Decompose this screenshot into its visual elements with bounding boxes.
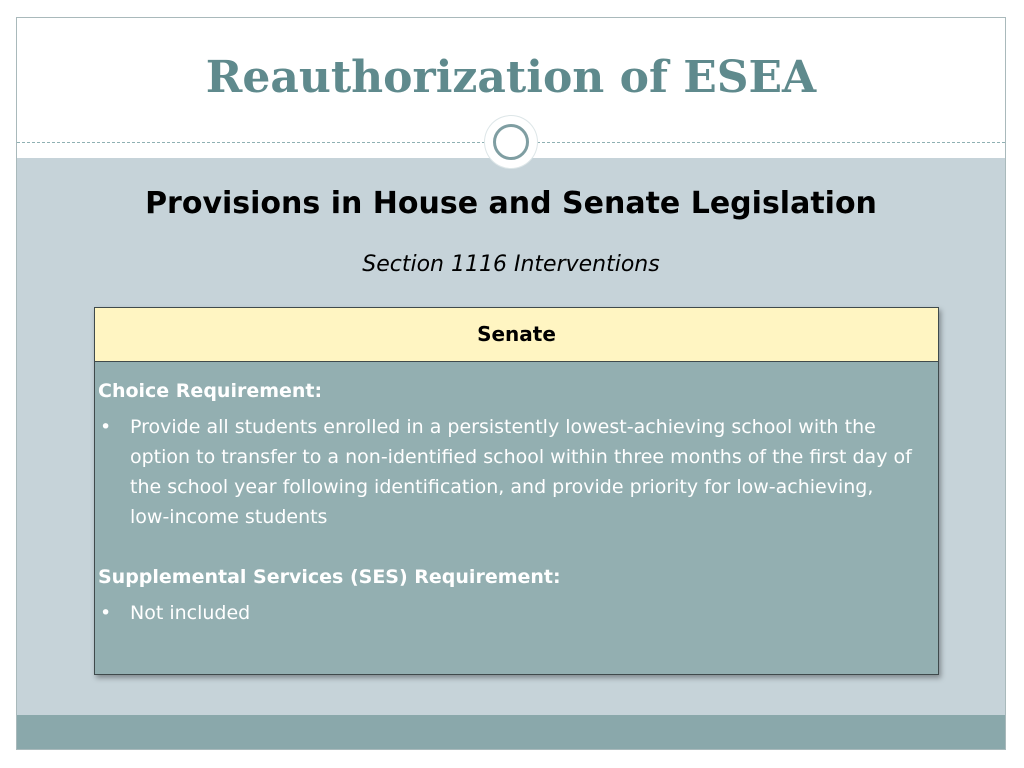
section-label: Section 1116 Interventions (362, 252, 660, 277)
footer-band (17, 715, 1005, 749)
circle-ornament-icon (485, 116, 537, 168)
slide (16, 17, 1006, 750)
slide-subtitle: Provisions in House and Senate Legislation (145, 186, 877, 221)
circle-ornament-ring (493, 124, 529, 160)
ses-requirement-heading: Supplemental Services (SES) Requirement: (98, 566, 561, 588)
choice-requirement-heading: Choice Requirement: (98, 380, 323, 402)
bullet-icon: • (100, 416, 112, 438)
spacer (98, 532, 918, 566)
list-item (98, 598, 918, 628)
table-header: Senate (95, 308, 938, 362)
page-title: Reauthorization of ESEA (205, 52, 817, 103)
choice-requirement-text: Provide all students enrolled in a persistently lowest-achieving school with the option to transfer to a non-identified school within three months of the first day of the school year following identification, and provide priority for low-achieving, low-income students (130, 416, 912, 528)
list-item (98, 412, 918, 532)
senate-table (94, 307, 939, 675)
bullet-icon: • (100, 602, 112, 624)
table-body (95, 362, 938, 628)
ses-requirement-text: Not included (130, 602, 251, 624)
